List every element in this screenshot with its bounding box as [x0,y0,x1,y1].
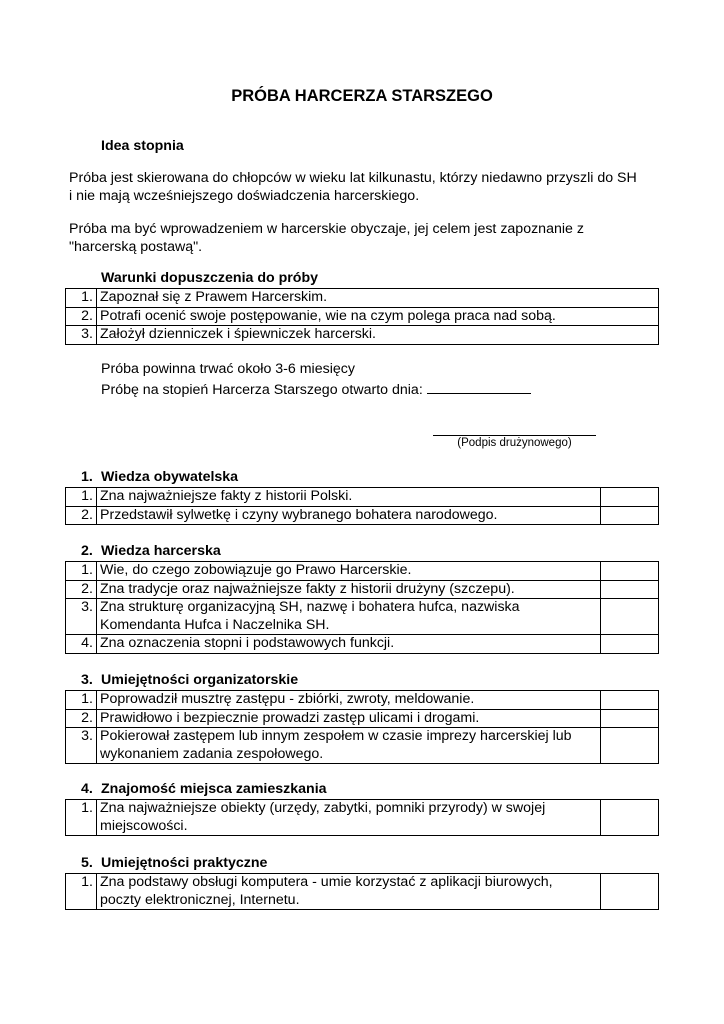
opened-text: Próbę na stopień Harcerza Starszego otwarto dnia: [101,382,423,398]
completion-cell[interactable] [601,800,659,836]
row-text: Prawidłowo i bezpiecznie prowadzi zastęp ulicami i drogami. [97,709,601,728]
section-heading-locality: 4. Znajomość miejsca zamieszkania [81,781,327,797]
row-text: Wie, do czego zobowiązuje go Prawo Harcerskie. [97,562,601,581]
section-table-scouting [65,561,659,654]
signature-caption: (Podpis drużynowego) [457,437,572,449]
row-text: Zna najważniejsze obiekty (urzędy, zabytki, pomniki przyrody) w swojej miejscowości. [97,800,601,836]
table-row [66,635,659,654]
row-number: 3. [66,728,97,764]
row-text: Przedstawił sylwetkę i czyny wybranego bohatera narodowego. [97,506,601,525]
table-row [66,580,659,599]
row-number: 1. [66,289,97,308]
completion-cell[interactable] [601,562,659,581]
row-text: Potrafi ocenić swoje postępowanie, wie na czym polega praca nad sobą. [97,307,659,326]
section-table-locality [65,799,659,836]
section-heading-civic: 1. Wiedza obywatelska [81,469,239,485]
conditions-table [65,288,659,345]
row-text: Zna strukturę organizacyjną SH, nazwę i bohatera hufca, nazwiska Komendanta Hufca i Naczelnika SH. [97,599,601,635]
section-heading-practical: 5. Umiejętności praktyczne [81,855,268,871]
row-number: 2. [66,506,97,525]
table-row [66,289,659,308]
row-number: 2. [66,307,97,326]
completion-cell[interactable] [601,506,659,525]
table-row [66,307,659,326]
idea-paragraph-2: Próba ma być wprowadzeniem w harcerskie obyczaje, jej celem jest zapoznanie z "harcerską postawą". [69,221,584,255]
conditions-heading: Warunki dopuszczenia do próby [101,270,319,286]
completion-cell[interactable] [601,691,659,710]
table-row [66,709,659,728]
row-text: Zna oznaczenia stopni i podstawowych funkcji. [97,635,601,654]
row-number: 4. [66,635,97,654]
idea-paragraph-1: Próba jest skierowana do chłopców w wieku lat kilkunastu, którzy niedawno przyszli do SH i nie mają wcześniejszego doświadczenia harcerskiego. [69,170,637,204]
table-row [66,691,659,710]
section-heading-scouting: 2. Wiedza harcerska [81,543,221,559]
table-row [66,800,659,836]
section-heading-organizational: 3. Umiejętności organizatorskie [81,672,299,688]
row-text: Zapoznał się z Prawem Harcerskim. [97,289,659,308]
completion-cell[interactable] [601,580,659,599]
duration-text: Próba powinna trwać około 3-6 miesięcy [101,361,355,377]
table-row [66,599,659,635]
row-number: 2. [66,709,97,728]
table-row [66,728,659,764]
row-text: Zna podstawy obsługi komputera - umie korzystać z aplikacji biurowych, poczty elektronicznej, Internetu. [97,874,601,910]
row-number: 3. [66,599,97,635]
page-title: PRÓBA HARCERZA STARSZEGO [231,87,493,105]
opened-line [101,380,531,400]
completion-cell[interactable] [601,488,659,507]
completion-cell[interactable] [601,874,659,910]
section-table-organizational [65,690,659,764]
section-table-civic [65,487,659,525]
row-text: Zna tradycje oraz najważniejsze fakty z historii drużyny (szczepu). [97,580,601,599]
signature-line[interactable] [433,421,596,436]
row-text: Zna najważniejsze fakty z historii Polski. [97,488,601,507]
table-row [66,874,659,910]
row-number: 1. [66,800,97,836]
row-number: 1. [66,691,97,710]
row-number: 1. [66,488,97,507]
opened-date-field[interactable] [427,380,531,394]
row-number: 3. [66,326,97,345]
table-row [66,562,659,581]
row-number: 1. [66,562,97,581]
table-row [66,326,659,345]
row-number: 2. [66,580,97,599]
row-text: Założył dzienniczek i śpiewniczek harcerski. [97,326,659,345]
section-table-practical [65,873,659,910]
completion-cell[interactable] [601,728,659,764]
row-text: Pokierował zastępem lub innym zespołem w czasie imprezy harcerskiej lub wykonaniem zadania zespołowego. [97,728,601,764]
completion-cell[interactable] [601,635,659,654]
row-number: 1. [66,874,97,910]
table-row [66,488,659,507]
completion-cell[interactable] [601,709,659,728]
completion-cell[interactable] [601,599,659,635]
table-row [66,506,659,525]
row-text: Poprowadził musztrę zastępu - zbiórki, zwroty, meldowanie. [97,691,601,710]
idea-heading: Idea stopnia [101,138,184,154]
